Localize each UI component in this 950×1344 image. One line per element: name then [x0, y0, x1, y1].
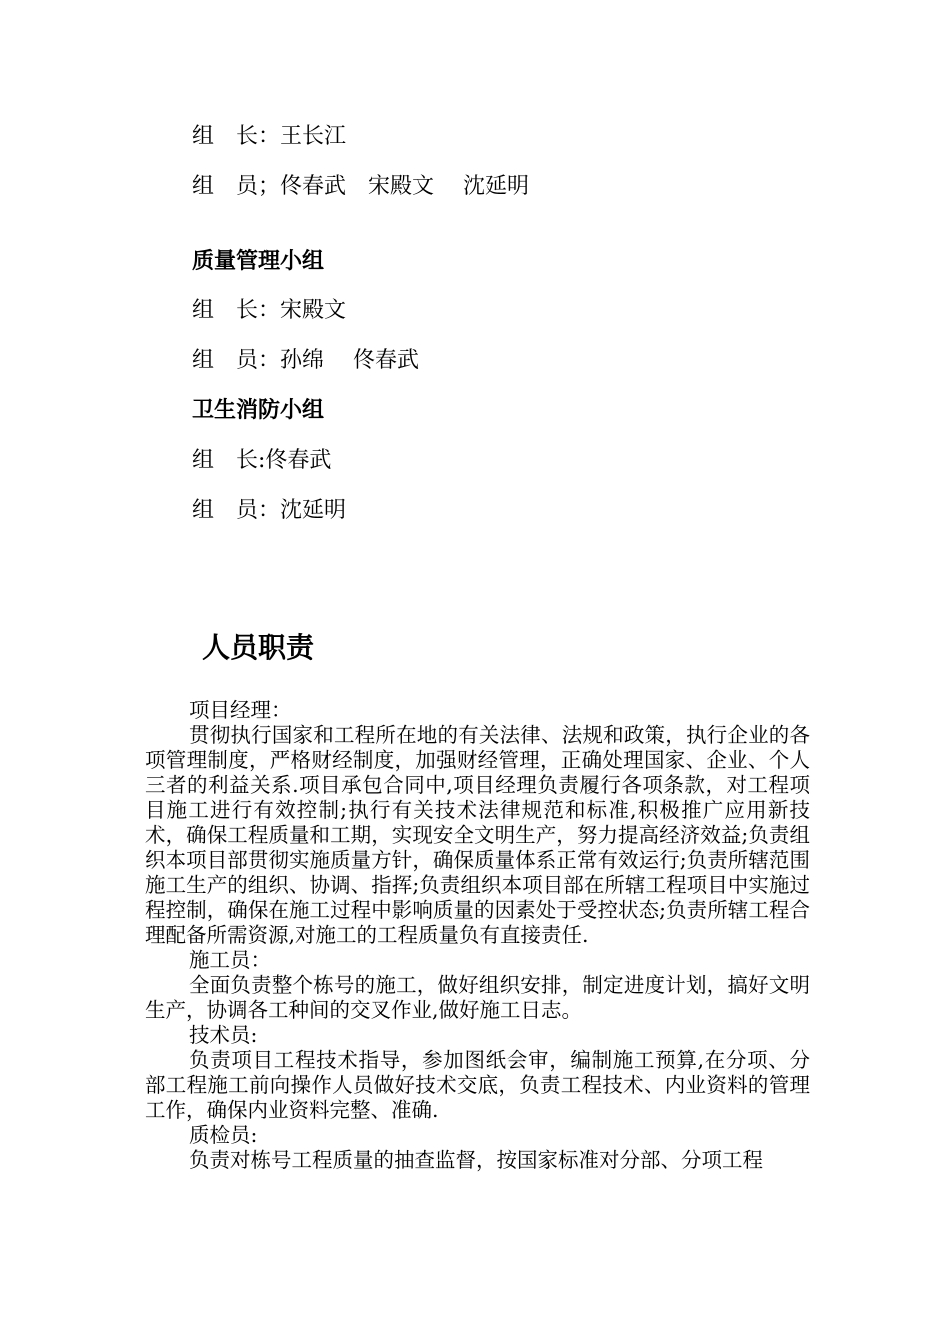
group-members-line: 组 员；佟春武 宋殿文 沈延明 — [192, 174, 529, 199]
role-label: 施工员： — [189, 948, 271, 972]
hygiene-fire-members-line: 组 员：沈延明 — [192, 498, 347, 523]
role-description: 贯彻执行国家和工程所在地的有关法律、法规和政策，执行企业的各项管理制度，严格财经制度，加强财经管理，正确处理国家、企业、个人三者的利益关系.项目承包合同中,项目经理负责履行各项条款，对工程项目施工进行有效控制;执行有关技术法律规范和标准,积极推广应用新技术，确保工程质量和工期，实现安全文明生产，努力提高经济效益;负责组织本项目部贯彻实施质量方针，确保质量体系正常有效运行;负责所辖范围施工生产的组织、协调、指挥;负责组织本项目部在所辖工程项目中实施过程控制，确保在施工过程中影响质量的因素处于受控状态;负责所辖工程合理配备所需资源,对施工的工程质量负有直接责任. — [145, 723, 810, 947]
role-description: 全面负责整个栋号的施工，做好组织安排，制定进度计划，搞好文明生产，协调各工种间的交叉作业,做好施工日志。 — [145, 973, 810, 1022]
role-label: 项目经理： — [189, 698, 292, 722]
quality-members-line: 组 员：孙绵 佟春武 — [192, 348, 419, 373]
responsibilities-body — [145, 698, 810, 1173]
section-title: 人员职责 — [202, 631, 315, 664]
role-description: 负责项目工程技术指导，参加图纸会审，编制施工预算,在分项、分部工程施工前向操作人员做好技术交底，负责工程技术、内业资料的管理工作，确保内业资料完整、准确. — [145, 1048, 810, 1122]
hygiene-fire-group-heading: 卫生消防小组 — [192, 398, 325, 423]
role-label: 质检员: — [189, 1123, 258, 1147]
group-leader-line: 组 长：王长江 — [192, 124, 347, 149]
role-description: 负责对栋号工程质量的抽查监督，按国家标准对分部、分项工程 — [189, 1148, 763, 1172]
hygiene-fire-leader-line: 组 长:佟春武 — [192, 448, 332, 473]
role-label: 技术员: — [189, 1023, 258, 1047]
quality-group-heading: 质量管理小组 — [192, 249, 325, 274]
quality-leader-line: 组 长：宋殿文 — [192, 298, 347, 323]
